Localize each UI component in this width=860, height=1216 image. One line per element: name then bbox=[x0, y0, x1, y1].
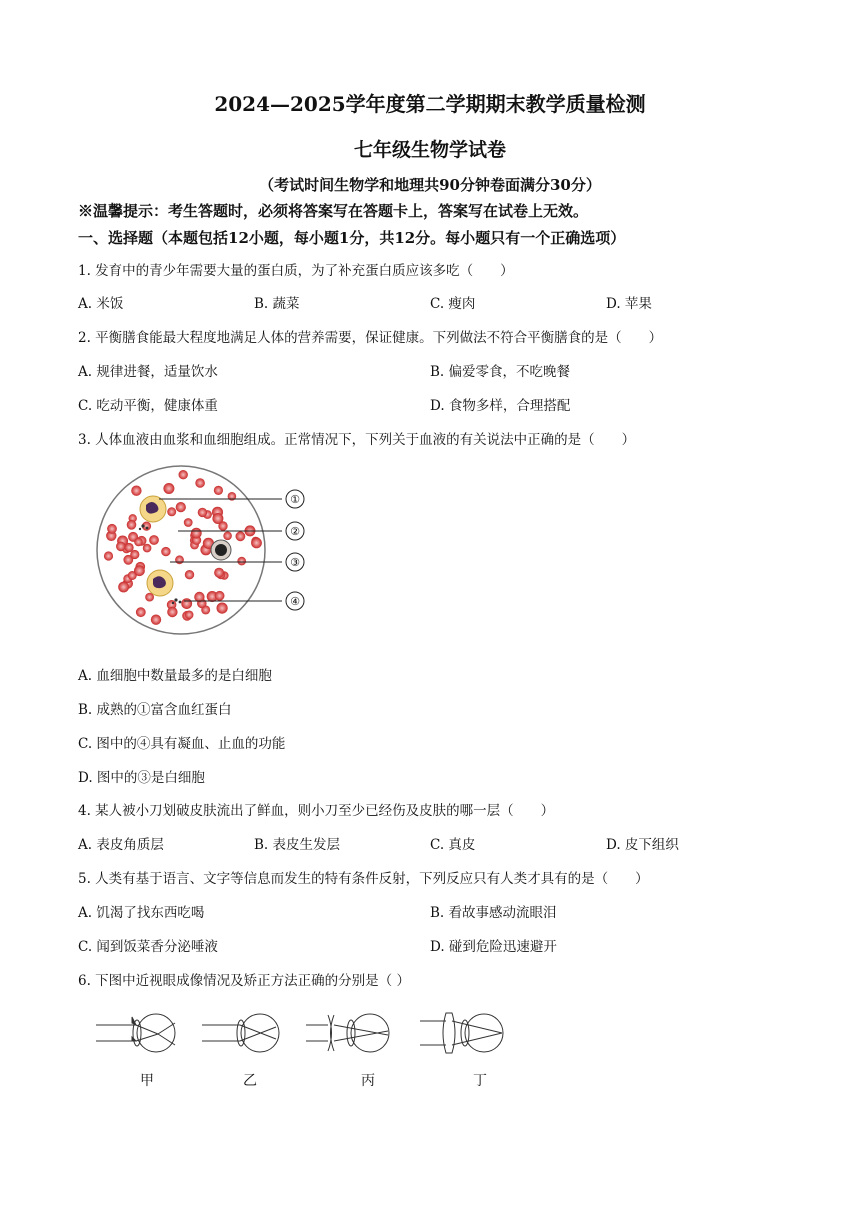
red-blood-cell bbox=[185, 611, 194, 620]
red-blood-cell bbox=[134, 565, 145, 576]
q4-option-c: C. 真皮 bbox=[430, 837, 476, 853]
q3-option-a: A. 血细胞中数量最多的是白细胞 bbox=[78, 668, 272, 684]
red-blood-cell bbox=[212, 513, 223, 524]
section-heading: 一、选择题（本题包括12小题，每小题1分，共12分。每小题只有一个正确选项） bbox=[78, 229, 626, 247]
white-blood-cell-1 bbox=[140, 496, 166, 522]
red-blood-cell bbox=[136, 607, 146, 617]
question-4-stem: 4. 某人被小刀划破皮肤流出了鲜血，则小刀至少已经伤及皮肤的哪一层（ ） bbox=[78, 803, 555, 819]
eye-label-bing: 丙 bbox=[361, 1073, 375, 1089]
red-blood-cell bbox=[223, 532, 232, 541]
figure-label-3: ③ bbox=[290, 556, 300, 569]
eye-label-ding: 丁 bbox=[473, 1073, 487, 1089]
red-blood-cell bbox=[151, 615, 161, 625]
question-1-stem: 1. 发育中的青少年需要大量的蛋白质，为了补充蛋白质应该多吃（ ） bbox=[78, 263, 514, 279]
q2-option-b: B. 偏爱零食，不吃晚餐 bbox=[430, 364, 571, 380]
red-blood-cell bbox=[237, 557, 246, 566]
q3-option-d: D. 图中的③是白细胞 bbox=[78, 770, 205, 786]
red-blood-cell bbox=[107, 524, 117, 534]
red-blood-cell bbox=[134, 538, 143, 547]
q2-option-c: C. 吃动平衡，健康体重 bbox=[78, 398, 218, 414]
eye-diagrams-figure bbox=[92, 1005, 532, 1095]
question-2-stem: 2. 平衡膳食能最大程度地满足人体的营养需要，保证健康。下列做法不符合平衡膳食的是（ ） bbox=[78, 330, 663, 346]
q5-option-a: A. 饥渴了找东西吃喝 bbox=[78, 905, 205, 921]
q5-option-c: C. 闻到饭菜香分泌唾液 bbox=[78, 939, 218, 955]
exam-title: 2024—2025学年度第二学期期末教学质量检测 bbox=[214, 92, 646, 116]
dark-cell bbox=[211, 540, 231, 560]
red-blood-cell bbox=[181, 598, 192, 609]
q1-option-b: B. 蔬菜 bbox=[254, 296, 300, 312]
blood-smear-figure bbox=[96, 455, 336, 645]
eye-label-jia: 甲 bbox=[140, 1073, 154, 1089]
red-blood-cell bbox=[116, 542, 126, 552]
red-blood-cell bbox=[104, 551, 113, 560]
figure-label-2: ② bbox=[290, 525, 300, 538]
q1-option-a: A. 米饭 bbox=[78, 296, 124, 312]
q4-option-a: A. 表皮角质层 bbox=[78, 837, 164, 853]
q3-option-b: B. 成熟的①富含血红蛋白 bbox=[78, 702, 232, 718]
red-blood-cell bbox=[217, 603, 228, 614]
red-blood-cell bbox=[143, 544, 152, 553]
question-5-stem: 5. 人类有基于语言、文字等信息而发生的特有条件反射，下列反应只有人类才具有的是（ ） bbox=[78, 871, 649, 887]
red-blood-cell bbox=[185, 570, 194, 579]
red-blood-cell bbox=[236, 531, 246, 541]
exam-subtitle: 七年级生物学试卷 bbox=[353, 139, 506, 161]
exam-warning: ※温馨提示：考生答题时，必须将答案写在答题卡上，答案写在试卷上无效。 bbox=[78, 202, 589, 220]
q4-option-d: D. 皮下组织 bbox=[606, 837, 679, 853]
figure-label-4: ④ bbox=[290, 595, 300, 608]
red-blood-cell bbox=[125, 543, 134, 552]
red-blood-cell bbox=[214, 568, 224, 578]
red-blood-cell bbox=[161, 547, 170, 556]
red-blood-cell bbox=[167, 507, 176, 516]
eye-diagram-ding bbox=[420, 1013, 503, 1053]
question-6-stem: 6. 下图中近视眼成像情况及矫正方法正确的分别是（ ） bbox=[78, 973, 410, 989]
q3-option-c: C. 图中的④具有凝血、止血的功能 bbox=[78, 736, 286, 752]
red-blood-cell bbox=[176, 502, 186, 512]
red-blood-cell bbox=[167, 607, 177, 617]
red-blood-cell bbox=[127, 520, 137, 530]
red-blood-cell bbox=[175, 555, 184, 564]
q5-option-b: B. 看故事感动流眼泪 bbox=[430, 905, 557, 921]
eye-diagram-yi bbox=[202, 1014, 279, 1052]
exam-note: （考试时间生物学和地理共90分钟卷面满分30分） bbox=[259, 176, 601, 194]
red-blood-cell bbox=[191, 528, 202, 539]
red-blood-cell bbox=[163, 483, 174, 494]
q2-option-a: A. 规律进餐，适量饮水 bbox=[78, 364, 218, 380]
red-blood-cell bbox=[214, 486, 223, 495]
q4-option-b: B. 表皮生发层 bbox=[254, 837, 341, 853]
red-blood-cell bbox=[179, 470, 188, 479]
q1-option-d: D. 苹果 bbox=[606, 296, 652, 312]
red-blood-cell bbox=[251, 538, 262, 549]
figure-label-1: ① bbox=[290, 493, 300, 506]
red-blood-cell bbox=[198, 508, 207, 517]
red-blood-cell bbox=[149, 535, 159, 545]
red-blood-cell bbox=[118, 582, 129, 593]
q1-option-c: C. 瘦肉 bbox=[430, 296, 476, 312]
question-3-stem: 3. 人体血液由血浆和血细胞组成。正常情况下，下列关于血液的有关说法中正确的是（ ） bbox=[78, 432, 636, 448]
red-blood-cell bbox=[215, 591, 225, 601]
red-blood-cell bbox=[184, 518, 193, 527]
red-blood-cell bbox=[195, 478, 205, 488]
eye-diagram-jia bbox=[96, 1014, 175, 1052]
q5-option-d: D. 碰到危险迅速避开 bbox=[430, 939, 557, 955]
eye-diagram-bing bbox=[306, 1014, 389, 1052]
white-blood-cell-2 bbox=[147, 570, 173, 596]
eye-label-yi: 乙 bbox=[243, 1073, 257, 1089]
q2-option-d: D. 食物多样，合理搭配 bbox=[430, 398, 571, 414]
red-blood-cell bbox=[131, 486, 141, 496]
